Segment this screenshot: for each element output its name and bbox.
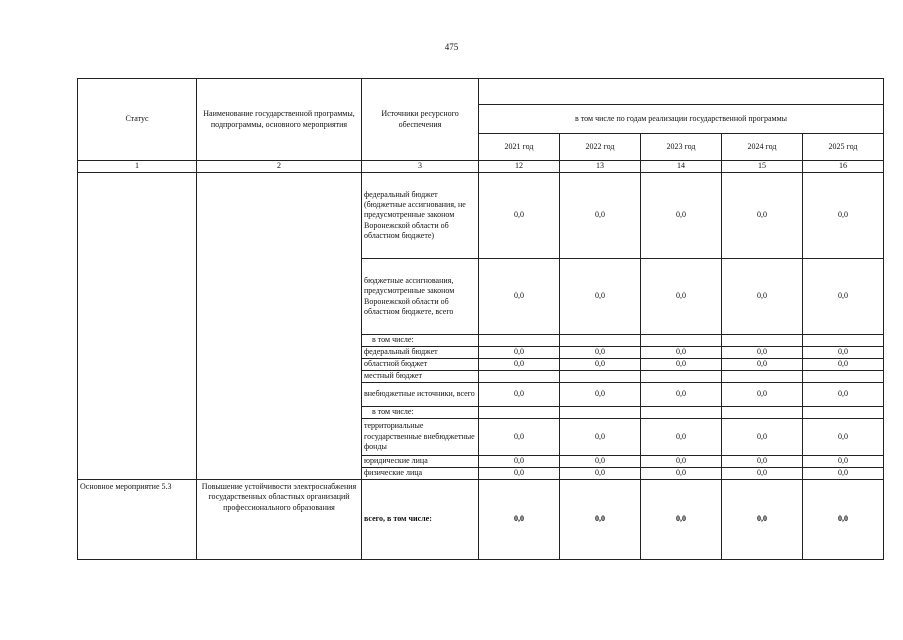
value-cell: 0,0 [641,359,722,371]
value-cell [479,407,560,419]
source-cell: территориальные государственные внебюджетные фонды [362,419,479,456]
value-cell: 0,0 [803,347,884,359]
activity-source: всего, в том числе: [362,480,479,560]
header-years-group: в том числе по годам реализации государственной программы [479,105,884,134]
source-cell: федеральный бюджет (бюджетные ассигнования, не предусмотренные законом Воронежской области об областном бюджете) [362,173,479,259]
value-cell [560,407,641,419]
value-cell: 0,0 [479,347,560,359]
source-cell: бюджетные ассигнования, предусмотренные законом Воронежской области об областном бюджете, всего [362,259,479,335]
value-cell: 0,0 [803,259,884,335]
value-cell [641,371,722,383]
col-num: 3 [362,161,479,173]
header-status: Статус [78,79,197,161]
value-cell: 0,0 [560,383,641,407]
value-cell: 0,0 [722,456,803,468]
value-cell: 0,0 [479,468,560,480]
header-empty-band [479,79,884,105]
activity-name: Повышение устойчивости электроснабжения государственных областных организаций профессионального образования [197,480,362,560]
header-year-2023: 2023 год [641,134,722,161]
value-cell [560,335,641,347]
value-cell: 0,0 [803,456,884,468]
value-cell: 0,0 [560,359,641,371]
name-cell-empty [197,173,362,480]
source-cell: в том числе: [362,407,479,419]
value-cell [641,335,722,347]
value-cell: 0,0 [722,347,803,359]
col-num: 16 [803,161,884,173]
value-cell: 0,0 [803,359,884,371]
value-cell: 0,0 [722,173,803,259]
value-cell [803,371,884,383]
header-year-2021: 2021 год [479,134,560,161]
value-cell: 0,0 [722,259,803,335]
value-cell: 0,0 [641,173,722,259]
value-cell: 0,0 [479,419,560,456]
value-cell: 0,0 [641,419,722,456]
value-cell [641,407,722,419]
col-num: 13 [560,161,641,173]
source-cell: областной бюджет [362,359,479,371]
header-row-top [78,79,884,105]
activity-value: 0,0 [479,480,560,560]
value-cell [479,335,560,347]
value-cell: 0,0 [722,419,803,456]
value-cell: 0,0 [641,347,722,359]
value-cell: 0,0 [641,383,722,407]
value-cell [722,335,803,347]
resource-table [77,78,884,560]
source-cell: местный бюджет [362,371,479,383]
column-number-row [78,161,884,173]
value-cell: 0,0 [560,468,641,480]
status-cell-empty [78,173,197,480]
col-num: 14 [641,161,722,173]
header-year-2025: 2025 год [803,134,884,161]
activity-value: 0,0 [560,480,641,560]
header-sources: Источники ресурсного обеспечения [362,79,479,161]
value-cell: 0,0 [560,259,641,335]
value-cell [803,407,884,419]
value-cell: 0,0 [560,173,641,259]
table-row [78,173,884,259]
activity-row [78,480,884,560]
value-cell: 0,0 [479,383,560,407]
activity-value: 0,0 [722,480,803,560]
value-cell: 0,0 [803,383,884,407]
value-cell [722,407,803,419]
value-cell: 0,0 [803,468,884,480]
value-cell: 0,0 [560,456,641,468]
activity-status: Основное мероприятие 5.3 [78,480,197,560]
value-cell: 0,0 [722,468,803,480]
value-cell: 0,0 [560,419,641,456]
value-cell: 0,0 [641,468,722,480]
value-cell [560,371,641,383]
value-cell [479,371,560,383]
source-cell: физические лица [362,468,479,480]
value-cell: 0,0 [641,259,722,335]
value-cell: 0,0 [479,173,560,259]
activity-value: 0,0 [641,480,722,560]
value-cell: 0,0 [803,419,884,456]
col-num: 12 [479,161,560,173]
value-cell: 0,0 [479,259,560,335]
page-number: 475 [444,42,459,52]
value-cell: 0,0 [641,456,722,468]
value-cell: 0,0 [560,347,641,359]
source-cell: в том числе: [362,335,479,347]
source-cell: внебюджетные источники, всего [362,383,479,407]
value-cell: 0,0 [479,456,560,468]
value-cell [722,371,803,383]
value-cell: 0,0 [479,359,560,371]
source-cell: юридические лица [362,456,479,468]
activity-value: 0,0 [803,480,884,560]
source-cell: федеральный бюджет [362,347,479,359]
col-num: 1 [78,161,197,173]
header-year-2024: 2024 год [722,134,803,161]
value-cell: 0,0 [722,359,803,371]
value-cell [803,335,884,347]
header-program-name: Наименование государственной программы, подпрограммы, основного мероприятия [197,79,362,161]
col-num: 15 [722,161,803,173]
col-num: 2 [197,161,362,173]
value-cell: 0,0 [722,383,803,407]
header-year-2022: 2022 год [560,134,641,161]
value-cell: 0,0 [803,173,884,259]
